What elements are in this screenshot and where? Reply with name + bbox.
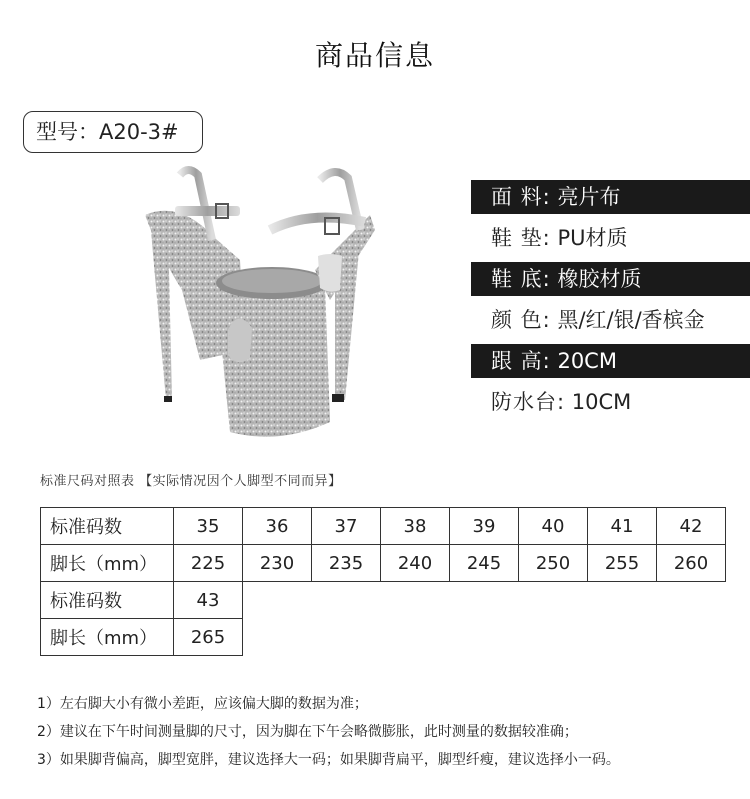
spec-value: 20CM	[557, 349, 617, 373]
spec-label: 鞋 垫:	[491, 226, 551, 250]
spec-color	[471, 303, 750, 337]
size-cell: 41	[588, 508, 657, 545]
spec-label: 颜 色:	[491, 308, 551, 332]
spec-platform-height	[471, 385, 750, 419]
row-header: 脚长（mm）	[41, 619, 174, 656]
empty-cell	[243, 619, 726, 656]
row-header: 标准码数	[41, 508, 174, 545]
spec-label: 面 料:	[491, 185, 551, 209]
size-cell: 35	[174, 508, 243, 545]
note-item: 2）建议在下午时间测量脚的尺寸，因为脚在下午会略微膨胀，此时测量的数据较准确；	[37, 724, 578, 740]
spec-insole	[471, 221, 750, 255]
length-cell: 260	[657, 545, 726, 582]
table-row	[41, 545, 726, 582]
size-cell: 38	[381, 508, 450, 545]
size-cell: 40	[519, 508, 588, 545]
empty-cell	[243, 582, 726, 619]
length-cell: 245	[450, 545, 519, 582]
length-cell: 250	[519, 545, 588, 582]
spec-heel-height	[471, 344, 750, 378]
note-item: 3）如果脚背偏高，脚型宽胖，建议选择大一码；如果脚背扁平，脚型纤瘦，建议选择小一码。	[37, 752, 620, 768]
table-row	[41, 582, 726, 619]
size-chart-table	[40, 507, 726, 656]
table-row	[41, 619, 726, 656]
product-image-sandals	[120, 160, 400, 450]
size-chart-caption: 标准尺码对照表 【实际情况因个人脚型不同而异】	[40, 474, 342, 489]
spec-value: 黑/红/银/香槟金	[557, 308, 705, 332]
note-item: 1）左右脚大小有微小差距，应该偏大脚的数据为准；	[37, 696, 368, 712]
row-header: 脚长（mm）	[41, 545, 174, 582]
size-cell: 42	[657, 508, 726, 545]
size-cell: 43	[174, 582, 243, 619]
page-title: 商品信息	[314, 39, 435, 72]
length-cell: 265	[174, 619, 243, 656]
spec-label: 跟 高:	[491, 349, 551, 373]
spec-value: 橡胶材质	[557, 267, 642, 291]
spec-value: 亮片布	[557, 185, 621, 209]
spec-label: 防水台:	[491, 390, 566, 414]
length-cell: 230	[243, 545, 312, 582]
size-cell: 36	[243, 508, 312, 545]
size-cell: 37	[312, 508, 381, 545]
length-cell: 225	[174, 545, 243, 582]
spec-material	[471, 180, 750, 214]
model-number-badge: 型号：A20-3#	[23, 111, 203, 153]
length-cell: 235	[312, 545, 381, 582]
spec-value: PU材质	[557, 226, 628, 250]
length-cell: 255	[588, 545, 657, 582]
spec-label: 鞋 底:	[491, 267, 551, 291]
spec-sole	[471, 262, 750, 296]
size-notes	[37, 693, 620, 777]
size-cell: 39	[450, 508, 519, 545]
length-cell: 240	[381, 545, 450, 582]
spec-value: 10CM	[571, 390, 632, 414]
table-row	[41, 508, 726, 545]
row-header: 标准码数	[41, 582, 174, 619]
spec-list	[471, 180, 750, 426]
